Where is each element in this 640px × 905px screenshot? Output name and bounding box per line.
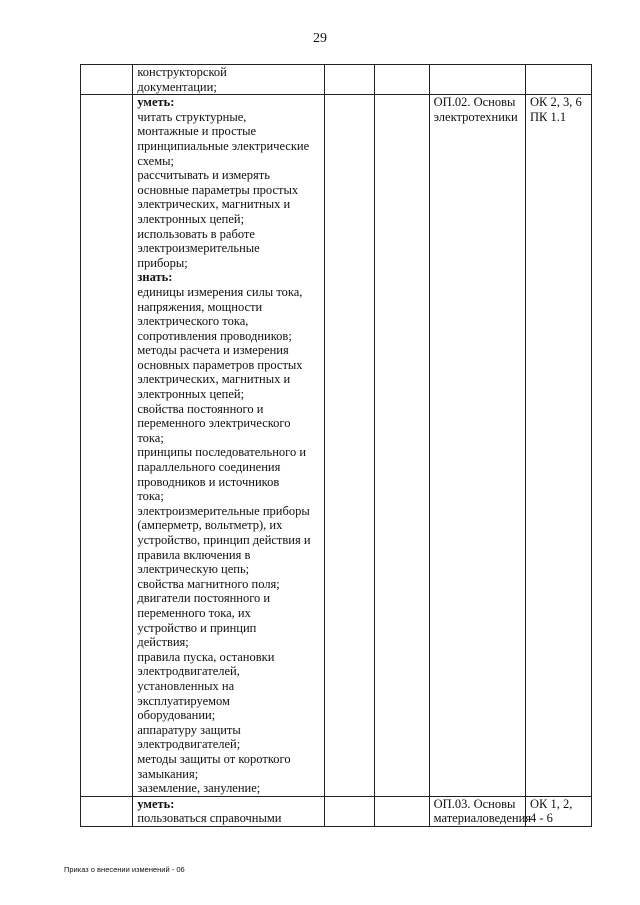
requirement-line: электронных цепей;: [137, 211, 245, 226]
requirement-line: основных параметров простых: [137, 357, 303, 372]
requirement-line: читать структурные,: [137, 109, 247, 124]
requirement-line: тока;: [137, 430, 164, 445]
requirement-line: приборы;: [137, 255, 188, 270]
requirement-line: установленных на: [137, 678, 235, 693]
competency-table: [80, 64, 592, 827]
requirement-line: правила пуска, остановки: [137, 649, 275, 664]
requirement-line: электродвигателей;: [137, 737, 241, 752]
requirement-line: переменного электрического: [137, 416, 291, 431]
discipline-line: ОП.03. Основы: [433, 796, 516, 811]
table-row: [81, 65, 592, 95]
footer-note: Приказ о внесении изменений - 06: [64, 865, 185, 874]
requirement-line: двигатели постоянного и: [137, 591, 271, 606]
requirement-line: электронных цепей;: [137, 387, 245, 402]
competence-line: 4 - 6: [529, 811, 553, 826]
hours-max-cell: [324, 95, 374, 797]
requirement-line: сопротивления проводников;: [137, 328, 292, 343]
competences-cell: [525, 796, 591, 826]
section-heading: уметь:: [137, 796, 175, 811]
requirement-line: использовать в работе: [137, 226, 255, 241]
requirement-line: переменного тока, их: [137, 605, 251, 620]
requirement-line: документации;: [137, 79, 217, 94]
section-heading: знать:: [137, 270, 173, 285]
requirement-line: принципы последовательного и: [137, 445, 307, 460]
requirement-line: методы расчета и измерения: [137, 343, 289, 358]
requirement-line: электродвигателей,: [137, 664, 240, 679]
index-cell: [81, 796, 133, 826]
table-row: [81, 95, 592, 797]
requirement-line: электроизмерительные приборы: [137, 503, 310, 518]
discipline-cell: [429, 796, 532, 826]
hours-required-cell: [375, 95, 429, 797]
requirement-line: электрическую цепь;: [137, 562, 250, 577]
discipline-cell: [429, 95, 525, 797]
requirement-line: электрических, магнитных и: [137, 372, 291, 387]
index-cell: [81, 65, 133, 95]
requirement-line: устройство и принцип: [137, 620, 257, 635]
requirement-line: основные параметры простых: [137, 182, 299, 197]
requirement-line: напряжения, мощности: [137, 299, 263, 314]
requirement-line: единицы измерения силы тока,: [137, 284, 303, 299]
competence-line: ОК 2, 3, 6: [529, 95, 582, 110]
requirement-line: эксплуатируемом: [137, 693, 230, 708]
competence-line: ПК 1.1: [529, 109, 567, 124]
competences-cell: [525, 65, 591, 95]
requirement-line: (амперметр, вольтметр), их: [137, 518, 283, 533]
requirements-cell: [133, 95, 325, 797]
page-number: 29: [313, 31, 327, 46]
requirement-line: методы защиты от короткого: [137, 751, 291, 766]
hours-max-cell: [324, 65, 374, 95]
table-row: [81, 796, 592, 826]
table-body: [81, 65, 592, 827]
requirement-line: монтажные и простые: [137, 124, 257, 139]
requirement-line: конструкторской: [137, 65, 227, 79]
requirement-line: аппаратуру защиты: [137, 722, 241, 737]
requirement-line: проводников и источников: [137, 474, 280, 489]
requirement-line: действия;: [137, 635, 189, 650]
hours-required-cell: [375, 65, 429, 95]
requirement-line: свойства постоянного и: [137, 401, 264, 416]
requirement-line: замыкания;: [137, 766, 199, 781]
discipline-cell: [429, 65, 525, 95]
discipline-line: ОП.02. Основы: [433, 95, 516, 110]
requirement-line: схемы;: [137, 153, 174, 168]
requirement-line: правила включения в: [137, 547, 251, 562]
requirement-line: свойства магнитного поля;: [137, 576, 280, 591]
requirement-line: электрических, магнитных и: [137, 197, 291, 212]
requirement-line: пользоваться справочными: [137, 811, 282, 826]
hours-max-cell: [324, 796, 374, 826]
section-heading: уметь:: [137, 95, 175, 110]
requirement-line: электроизмерительные: [137, 241, 260, 256]
competence-line: ОК 1, 2,: [529, 796, 573, 811]
requirement-line: параллельного соединения: [137, 460, 281, 475]
requirement-line: тока;: [137, 489, 164, 504]
requirement-line: принципиальные электрические: [137, 138, 310, 153]
requirement-line: оборудовании;: [137, 708, 216, 723]
requirement-line: рассчитывать и измерять: [137, 168, 270, 183]
requirement-line: заземление, зануление;: [137, 781, 261, 796]
index-cell: [81, 95, 133, 797]
discipline-line: электротехники: [433, 109, 518, 124]
discipline-line: материаловедения: [433, 811, 532, 826]
requirements-cell: [133, 65, 325, 95]
competences-cell: [525, 95, 591, 797]
requirement-line: электрического тока,: [137, 314, 249, 329]
requirement-line: устройство, принцип действия и: [137, 533, 311, 547]
requirements-cell: [133, 796, 325, 826]
hours-required-cell: [375, 796, 429, 826]
